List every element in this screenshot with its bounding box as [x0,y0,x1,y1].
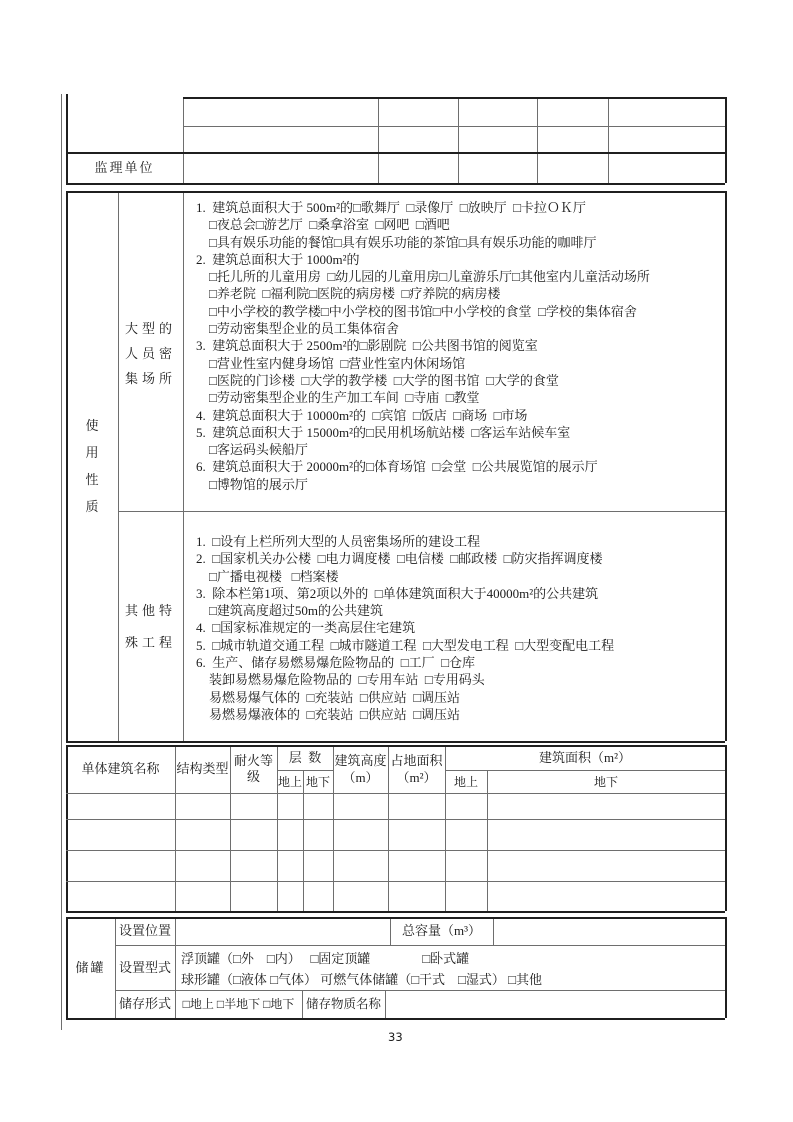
grid-line [183,97,725,99]
grid-line [378,97,379,183]
grid-line [66,745,725,747]
text-line: 5. □城市轨道交通工程 □城市隧道工程 □大型发电工程 □大型变配电工程 [196,637,615,653]
text-line: 使 [85,418,99,433]
grid-line [66,917,68,1018]
grid-line [230,745,231,911]
grid-line [537,97,538,183]
grid-line [66,183,725,185]
grid-line [388,745,389,911]
tank-substance-label: 储存物质名称 [305,997,381,1011]
text-line: □托儿所的儿童用房 □幼儿园的儿童用房□儿童游乐厅□其他室内儿童活动场所 [196,269,650,285]
text-line: □营业性室内健身场馆 □营业性室内休闲场馆 [196,355,466,371]
tank-section-label: 储罐 [75,959,106,975]
tank-position-label: 设置位置 [118,923,171,938]
grid-line [303,770,304,911]
text-line: 易燃易爆气体的 □充装站 □供应站 □调压站 [196,689,461,705]
grid-line [302,990,303,1018]
text-line: 其他特 [124,603,176,618]
grid-line [66,850,725,851]
grid-line [66,741,725,743]
grid-line [175,745,176,911]
grid-line [66,1018,725,1020]
text-line: 人员密 [124,346,176,361]
text-line: 性 [85,472,99,487]
other-special-label [118,595,183,659]
text-line: □医院的门诊楼 □大学的教学楼 □大学的图书馆 □大学的食堂 [196,372,559,388]
grid-line [333,745,334,911]
text-line: 易燃易爆液体的 □充装站 □供应站 □调压站 [196,706,461,722]
grid-line [66,191,725,193]
grid-line [725,745,727,911]
other-special-checklist [196,533,721,723]
grid-line [183,191,184,741]
grid-line [445,770,725,771]
col-header-area-below: 地下 [593,774,618,789]
text-line: 4. □国家标准规定的一类高层住宅建筑 [196,620,416,636]
text-line: 用 [85,445,99,460]
text-line: □劳动密集型企业的生产加工车间 □寺庙 □教堂 [196,390,480,406]
grid-line [608,97,609,183]
grid-line [493,917,494,945]
grid-line [390,917,391,945]
grid-line [66,793,725,794]
text-line: □劳动密集型企业的员工集体宿舍 [196,321,399,337]
grid-line [118,511,725,512]
text-line: 球形罐（□液体 □气体） 可燃气体储罐（□干式 □湿式） □其他 [181,972,543,987]
grid-line [61,94,62,1030]
grid-line [183,97,184,183]
col-header-floors-above: 地上 [277,774,302,789]
col-header-building-name: 单体建筑名称 [81,761,160,776]
col-header-floors-below: 地下 [305,774,330,789]
col-header-floor-area: 建筑面积（m²） [538,749,631,765]
text-line: 2. □国家机关办公楼 □电力调度楼 □电信楼 □邮政楼 □防灾指挥调度楼 [196,551,603,567]
col-header-fire-rating: 耐火等级 [233,753,273,784]
grid-line [115,990,725,991]
grid-line [725,191,727,741]
grid-line [66,94,68,183]
grid-line [115,917,116,1018]
grid-line [66,745,68,911]
grid-line [183,126,725,127]
grid-line [66,911,725,913]
text-line: 6. 生产、储存易燃易爆危险物品的 □工厂 □仓库 [196,655,475,671]
grid-line [66,917,725,919]
text-line: □具有娱乐功能的餐馆□具有娱乐功能的茶馆□具有娱乐功能的咖啡厅 [196,234,597,250]
text-line: 3. 建筑总面积大于 2500m²的□影剧院 □公共图书馆的阅览室 [196,338,538,354]
col-header-building-height [333,752,388,786]
text-line: 殊工程 [124,635,176,650]
text-line: 集场所 [124,371,176,386]
grid-line [487,770,488,911]
dense-places-checklist [196,199,721,493]
grid-line [725,97,727,183]
text-line: 建筑高度 [334,753,387,768]
col-header-footprint-area [388,752,445,786]
text-line: □建筑高度超过50m的公共建筑 [196,603,383,619]
text-line: □养老院 □福利院□医院的病房楼 □疗养院的病房楼 [196,286,501,302]
col-header-structure-type: 结构类型 [176,761,229,776]
text-line: □博物馆的展示厅 [196,476,308,492]
grid-line [66,191,68,741]
text-line: □客运码头候船厅 [196,442,308,458]
usage-nature-title [66,412,118,520]
tank-storage-options: □地上 □半地下 □地下 [182,997,295,1011]
grid-line [115,945,725,946]
text-line: （m） [342,770,379,785]
page-number: 33 [388,1030,403,1044]
text-line: 浮顶罐（□外 □内） □固定顶罐 □卧式罐 [181,951,470,966]
grid-line [458,97,459,183]
grid-line [385,990,386,1018]
text-line: （m²） [396,770,437,785]
text-line: 3. 除本栏第1项、第2项以外的 □单体建筑面积大于40000m²的公共建筑 [196,585,599,601]
grid-line [725,917,727,1018]
text-line: 6. 建筑总面积大于 20000m²的□体育场馆 □会堂 □公共展览馆的展示厅 [196,459,598,475]
text-line: 1. 建筑总面积大于 500m²的□歌舞厅 □录像厅 □放映厅 □卡拉ＯＫ厅 [196,200,586,215]
text-line: □中小学校的教学楼□中小学校的图书馆□中小学校的食堂 □学校的集体宿舍 [196,303,637,319]
text-line: 占地面积 [390,753,443,768]
grid-line [118,191,119,741]
text-line: 4. 建筑总面积大于 10000m²的 □宾馆 □饭店 □商场 □市场 [196,407,528,423]
grid-line [277,770,333,771]
text-line: 大型的 [124,321,176,336]
text-line: 1. □设有上栏所列大型的人员密集场所的建设工程 [196,534,481,549]
tank-type-label: 设置型式 [118,959,171,975]
text-line: □广播电视楼 □档案楼 [196,568,339,584]
col-header-floors: 层 数 [288,749,322,765]
col-header-area-above: 地上 [453,774,478,789]
text-line: 5. 建筑总面积大于 15000m²的□民用机场航站楼 □客运车站候车室 [196,424,571,440]
grid-line [66,152,725,154]
text-line: 2. 建筑总面积大于 1000m²的 [196,251,360,267]
text-line: 质 [85,499,99,514]
grid-line [175,917,176,1018]
tank-type-options [181,948,721,990]
text-line: □夜总会□游艺厅 □桑拿浴室 □网吧 □酒吧 [196,217,450,233]
grid-line [66,881,725,882]
supervision-unit-label: 监理单位 [94,159,155,175]
dense-places-label [118,316,183,391]
tank-capacity-label: 总容量（m³） [401,923,481,938]
grid-line [66,819,725,820]
tank-storage-label: 储存形式 [118,996,171,1011]
text-line: 装卸易燃易爆危险物品的 □专用车站 □专用码头 [196,672,485,688]
